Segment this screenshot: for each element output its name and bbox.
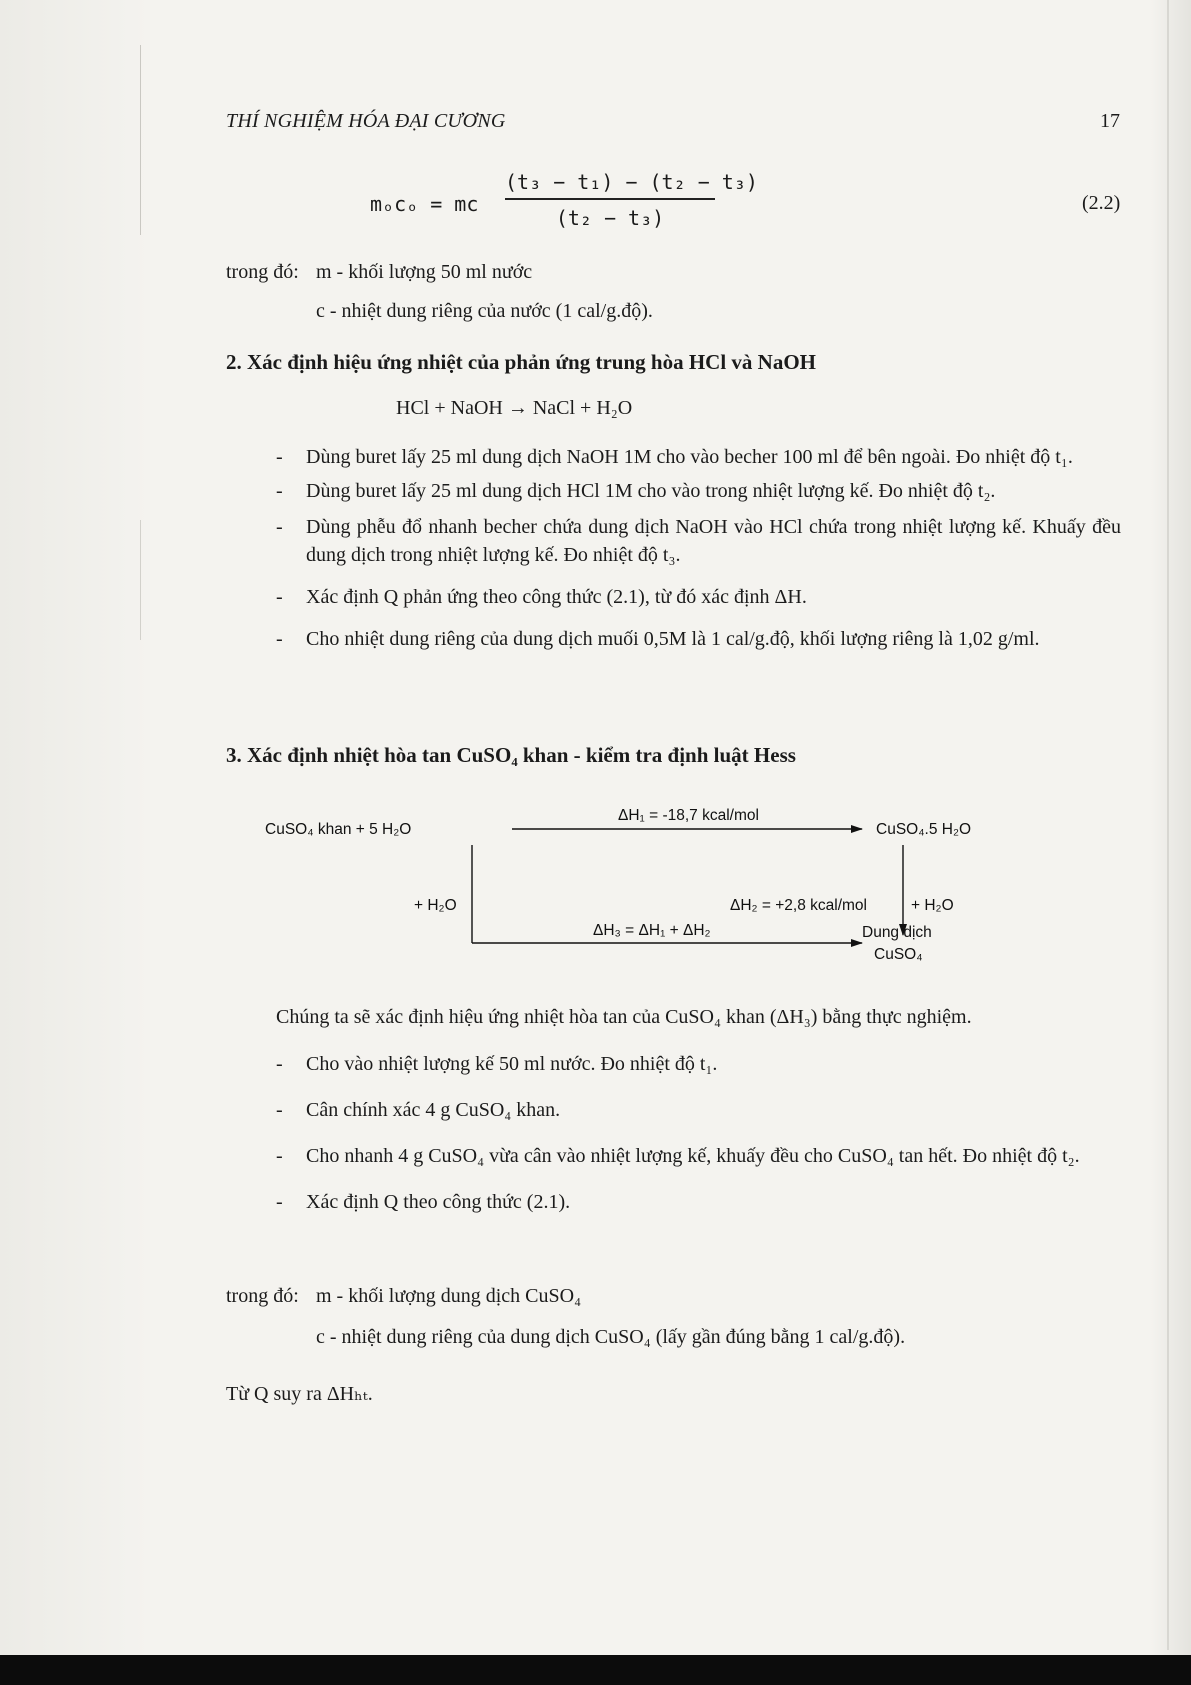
page-right-edge — [1167, 0, 1169, 1650]
page-margin-shade-right — [1151, 0, 1191, 1685]
bullet-dash: - — [276, 1191, 283, 1213]
running-header-title: THÍ NGHIỆM HÓA ĐẠI CƯƠNG — [226, 110, 506, 132]
section-3-steps — [276, 1050, 1121, 1216]
list-item — [276, 513, 1121, 569]
section-3-intro: Chúng ta sẽ xác định hiệu ứng nhiệt hòa tan của CuSO₄ khan (ΔH₃) bằng thực nghiệm. — [276, 1006, 972, 1028]
equation-label: (2.2) — [1082, 192, 1121, 214]
solution-label-line1: Dung dịch — [862, 924, 932, 941]
list-item — [276, 583, 1121, 611]
list-item — [276, 1188, 1121, 1216]
step-text: Cho nhanh 4 g CuSO₄ vừa cân vào nhiệt lượng kế, khuấy đều cho CuSO₄ tan hết. Đo nhiệt độ t₂. — [306, 1145, 1080, 1167]
list-item — [276, 477, 1121, 505]
left-water-label: + H₂O — [414, 897, 457, 914]
scan-bottom-border — [0, 1655, 1191, 1685]
bullet-dash: - — [276, 1099, 283, 1121]
list-item — [276, 1096, 1121, 1124]
step-text: Dùng buret lấy 25 ml dung dịch NaOH 1M cho vào becher 100 ml để bên ngoài. Đo nhiệt độ t₁. — [306, 446, 1073, 468]
list-item — [276, 1050, 1121, 1078]
step-text: Xác định Q phản ứng theo công thức (2.1), từ đó xác định ΔH. — [306, 586, 807, 608]
where-c-line: c - nhiệt dung riêng của nước (1 cal/g.độ). — [316, 300, 653, 322]
solution-label-line2: CuSO₄ — [874, 946, 923, 963]
dh3-label: ΔH₃ = ΔH₁ + ΔH₂ — [593, 922, 711, 939]
dh1-label: ΔH₁ = -18,7 kcal/mol — [618, 807, 759, 824]
list-item — [276, 443, 1121, 471]
step-text: Cho nhiệt dung riêng của dung dịch muối 0,5M là 1 cal/g.độ, khối lượng riêng là 1,02 g/ml. — [306, 628, 1040, 650]
where-intro: trong đó: — [226, 1285, 299, 1307]
step-text: Dùng phễu đổ nhanh becher chứa dung dịch NaOH vào HCl chứa trong nhiệt lượng kế. Khuấy đều dung dịch trong nhiệt lượng kế. Đo nhiệt độ t₃. — [306, 516, 1121, 566]
section-3-heading: 3. Xác định nhiệt hòa tan CuSO₄ khan - kiểm tra định luật Hess — [226, 743, 796, 767]
equation-denominator: (t₂ − t₃) — [555, 205, 665, 230]
fraction-bar — [505, 198, 715, 200]
where-m-line: m - khối lượng dung dịch CuSO₄ — [316, 1285, 582, 1307]
neutralization-reaction: HCl + NaOH → NaCl + H₂O — [396, 397, 633, 419]
step-text: Cân chính xác 4 g CuSO₄ khan. — [306, 1099, 561, 1121]
section-2-heading: 2. Xác định hiệu ứng nhiệt của phản ứng trung hòa HCl và NaOH — [226, 350, 816, 374]
bullet-dash: - — [276, 628, 283, 650]
where-intro: trong đó: — [226, 261, 299, 283]
page-number: 17 — [1100, 110, 1120, 132]
equation-fraction — [505, 170, 758, 230]
step-text: Xác định Q theo công thức (2.1). — [306, 1191, 571, 1213]
dh2-label: ΔH₂ = +2,8 kcal/mol — [730, 897, 867, 914]
bullet-dash: - — [276, 446, 283, 468]
binding-edge-mark — [140, 45, 141, 235]
list-item — [276, 625, 1121, 653]
right-water-label: + H₂O — [911, 897, 954, 914]
binding-edge-mark — [140, 520, 141, 640]
conclusion-line: Từ Q suy ra ΔHₕₜ. — [226, 1383, 373, 1405]
equation-lhs: mₒcₒ = mc — [370, 192, 479, 216]
page-margin-shade — [0, 0, 150, 1685]
bullet-dash: - — [276, 1053, 283, 1075]
where-c-line: c - nhiệt dung riêng của dung dịch CuSO₄ (lấy gần đúng bằng 1 cal/g.độ). — [316, 1326, 906, 1348]
pentahydrate-species: CuSO₄.5 H₂O — [876, 821, 972, 838]
list-item — [276, 1142, 1121, 1170]
where-m-line: m - khối lượng 50 ml nước — [316, 261, 533, 283]
bullet-dash: - — [276, 1145, 283, 1167]
section-2-steps — [276, 443, 1121, 653]
bullet-dash: - — [276, 480, 283, 502]
bullet-dash: - — [276, 586, 283, 608]
step-text: Cho vào nhiệt lượng kế 50 ml nước. Đo nhiệt độ t₁. — [306, 1053, 718, 1075]
step-text: Dùng buret lấy 25 ml dung dịch HCl 1M cho vào trong nhiệt lượng kế. Đo nhiệt độ t₂. — [306, 480, 996, 502]
start-species: CuSO₄ khan + 5 H₂O — [265, 821, 412, 838]
equation-numerator: (t₃ − t₁) − (t₂ − t₃) — [505, 170, 758, 194]
bullet-dash: - — [276, 516, 283, 538]
